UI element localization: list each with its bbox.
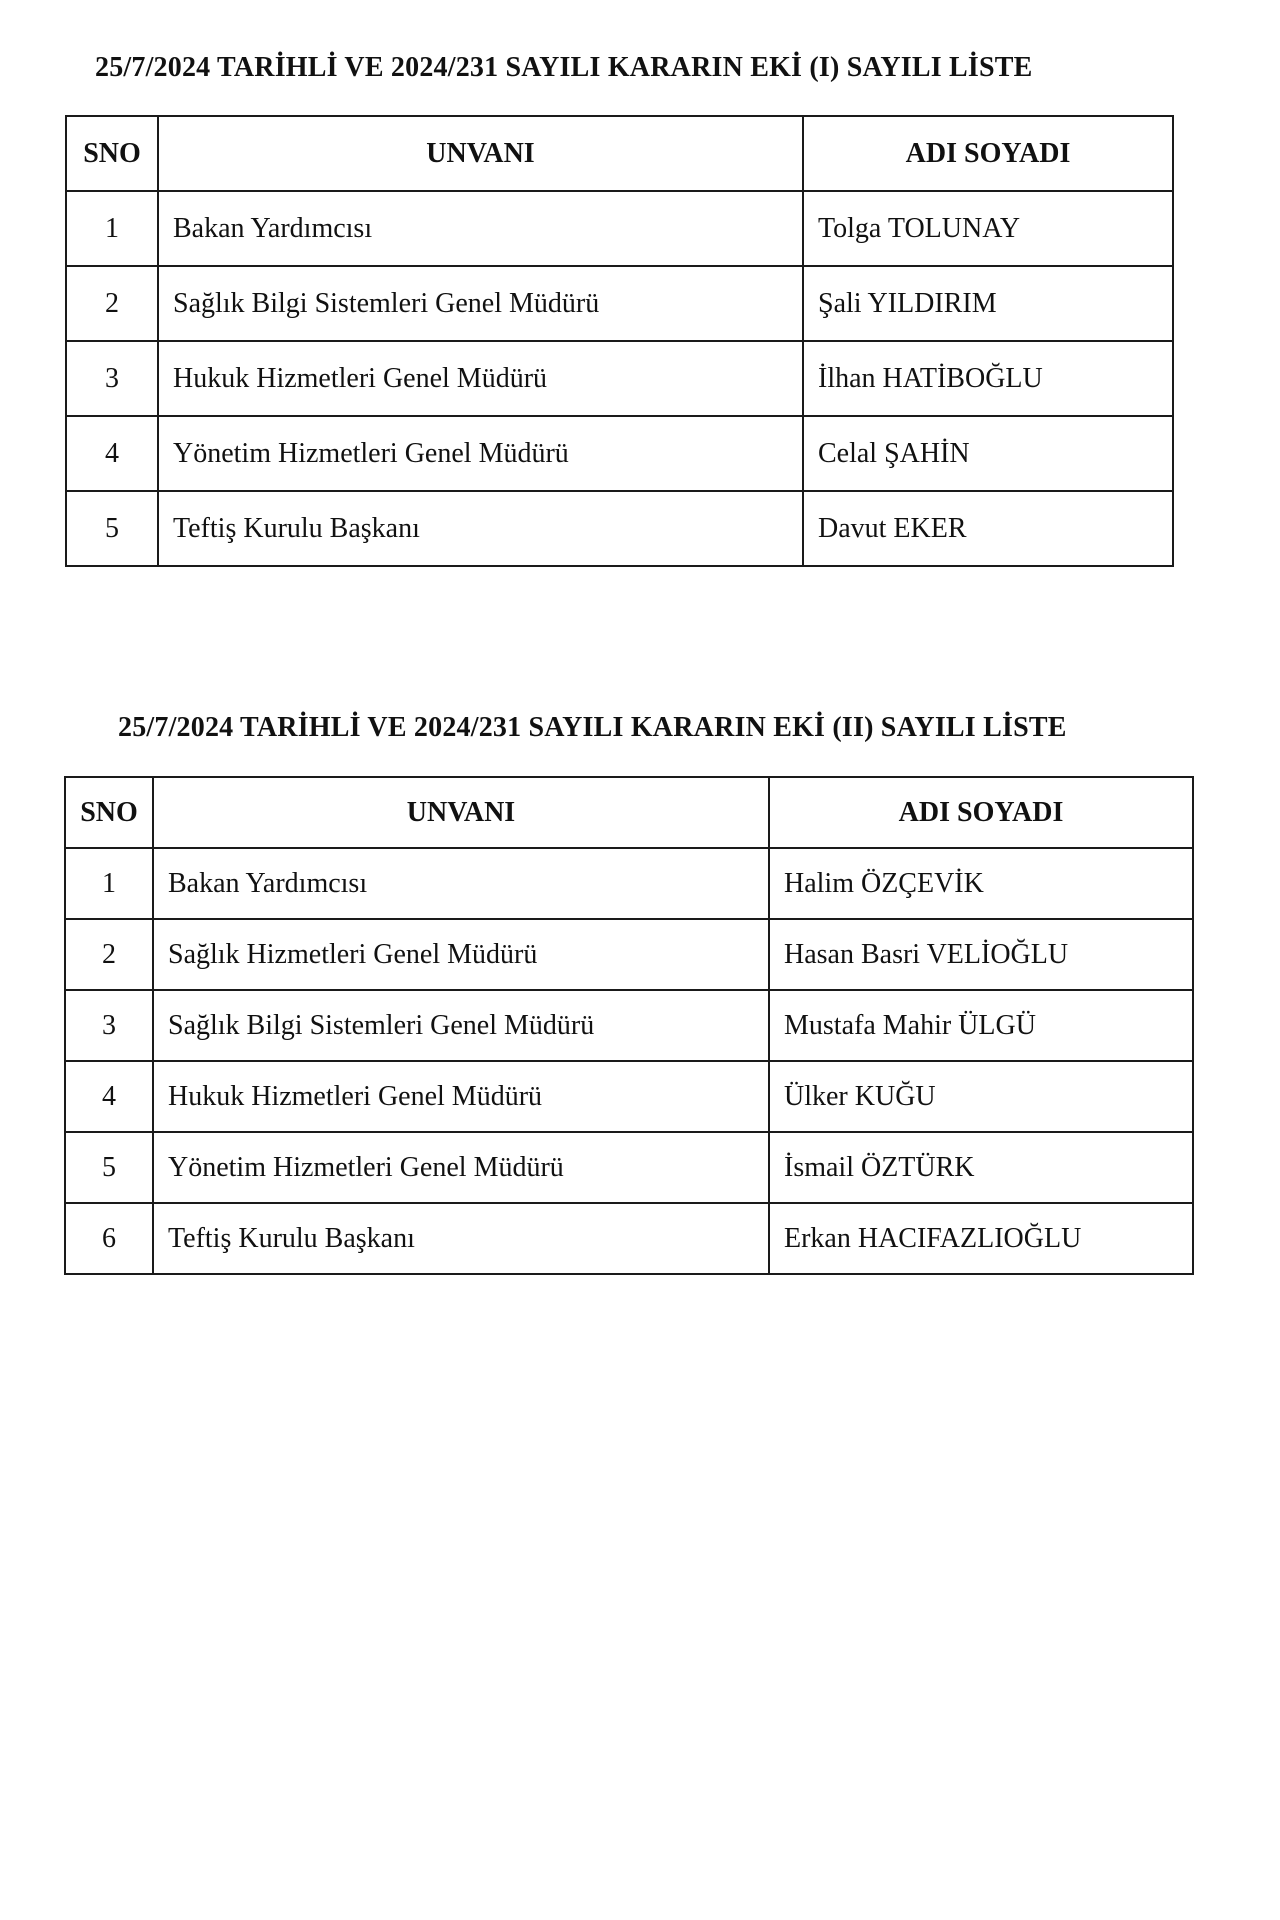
list-1-table bbox=[65, 115, 1174, 567]
row-unvan: Sağlık Hizmetleri Genel Müdürü bbox=[153, 919, 769, 990]
row-sno: 1 bbox=[66, 191, 158, 266]
table-row bbox=[65, 919, 1193, 990]
header-unvan: UNVANI bbox=[158, 116, 803, 191]
row-unvan: Teftiş Kurulu Başkanı bbox=[153, 1203, 769, 1274]
table-row bbox=[65, 1132, 1193, 1203]
table-row bbox=[65, 1203, 1193, 1274]
row-sno: 6 bbox=[65, 1203, 153, 1274]
row-sno: 2 bbox=[66, 266, 158, 341]
header-adi-soyadi: ADI SOYADI bbox=[803, 116, 1173, 191]
row-adi-soyadi: Hasan Basri VELİOĞLU bbox=[769, 919, 1193, 990]
header-adi-soyadi: ADI SOYADI bbox=[769, 777, 1193, 848]
header-sno: SNO bbox=[65, 777, 153, 848]
row-unvan: Sağlık Bilgi Sistemleri Genel Müdürü bbox=[158, 266, 803, 341]
row-sno: 1 bbox=[65, 848, 153, 919]
table-row bbox=[66, 191, 1173, 266]
row-sno: 5 bbox=[66, 491, 158, 566]
row-sno: 3 bbox=[66, 341, 158, 416]
list-1-title: 25/7/2024 TARİHLİ VE 2024/231 SAYILI KARARIN EKİ (I) SAYILI LİSTE bbox=[95, 52, 1033, 83]
table-row bbox=[66, 491, 1173, 566]
row-adi-soyadi: Halim ÖZÇEVİK bbox=[769, 848, 1193, 919]
row-unvan: Sağlık Bilgi Sistemleri Genel Müdürü bbox=[153, 990, 769, 1061]
row-sno: 4 bbox=[65, 1061, 153, 1132]
header-sno: SNO bbox=[66, 116, 158, 191]
row-adi-soyadi: Şali YILDIRIM bbox=[803, 266, 1173, 341]
row-sno: 3 bbox=[65, 990, 153, 1061]
table-row bbox=[65, 990, 1193, 1061]
row-adi-soyadi: Tolga TOLUNAY bbox=[803, 191, 1173, 266]
table-row bbox=[65, 848, 1193, 919]
row-unvan: Bakan Yardımcısı bbox=[158, 191, 803, 266]
row-sno: 4 bbox=[66, 416, 158, 491]
row-unvan: Hukuk Hizmetleri Genel Müdürü bbox=[153, 1061, 769, 1132]
row-unvan: Bakan Yardımcısı bbox=[153, 848, 769, 919]
row-adi-soyadi: İsmail ÖZTÜRK bbox=[769, 1132, 1193, 1203]
row-unvan: Teftiş Kurulu Başkanı bbox=[158, 491, 803, 566]
row-adi-soyadi: Mustafa Mahir ÜLGÜ bbox=[769, 990, 1193, 1061]
list-2-table bbox=[64, 776, 1194, 1275]
table-row bbox=[66, 416, 1173, 491]
row-sno: 2 bbox=[65, 919, 153, 990]
row-adi-soyadi: Erkan HACIFAZLIOĞLU bbox=[769, 1203, 1193, 1274]
row-unvan: Yönetim Hizmetleri Genel Müdürü bbox=[158, 416, 803, 491]
row-sno: 5 bbox=[65, 1132, 153, 1203]
table-header-row bbox=[66, 116, 1173, 191]
table-row bbox=[66, 266, 1173, 341]
table-row bbox=[66, 341, 1173, 416]
row-adi-soyadi: Ülker KUĞU bbox=[769, 1061, 1193, 1132]
row-adi-soyadi: Celal ŞAHİN bbox=[803, 416, 1173, 491]
row-unvan: Hukuk Hizmetleri Genel Müdürü bbox=[158, 341, 803, 416]
row-adi-soyadi: Davut EKER bbox=[803, 491, 1173, 566]
table-row bbox=[65, 1061, 1193, 1132]
list-2-title: 25/7/2024 TARİHLİ VE 2024/231 SAYILI KARARIN EKİ (II) SAYILI LİSTE bbox=[118, 712, 1067, 743]
header-unvan: UNVANI bbox=[153, 777, 769, 848]
table-header-row bbox=[65, 777, 1193, 848]
row-unvan: Yönetim Hizmetleri Genel Müdürü bbox=[153, 1132, 769, 1203]
row-adi-soyadi: İlhan HATİBOĞLU bbox=[803, 341, 1173, 416]
